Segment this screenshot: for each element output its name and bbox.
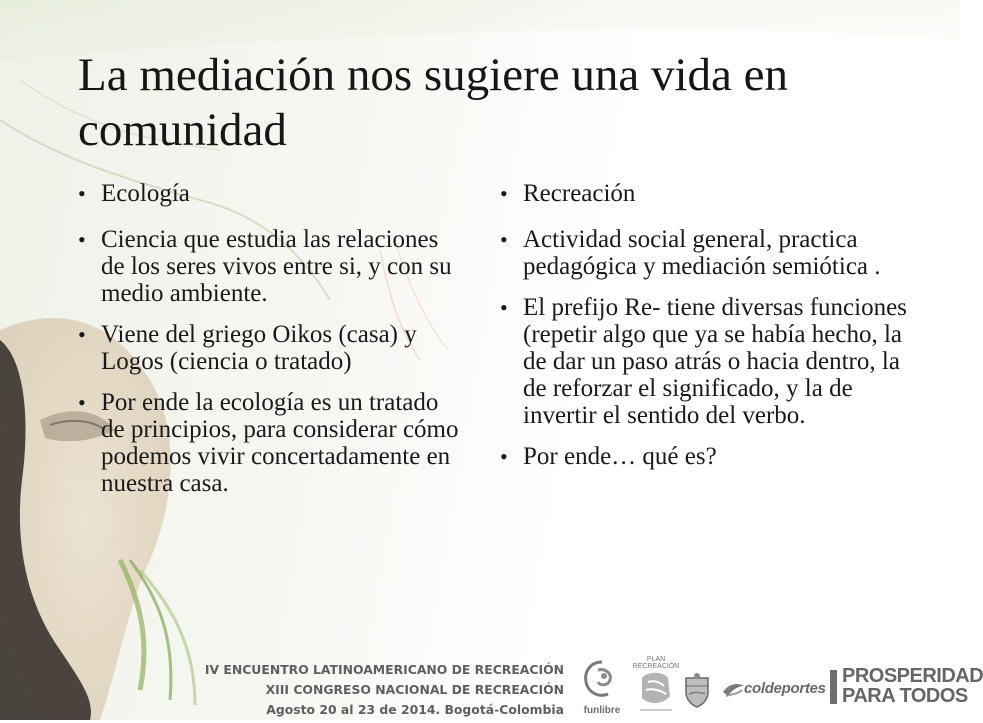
bullet-icon: • xyxy=(500,227,508,252)
prosperidad-bar-icon xyxy=(830,670,837,704)
list-item xyxy=(500,180,910,207)
list-item xyxy=(500,443,910,470)
funlibre-label: funlibre xyxy=(583,705,621,716)
list-item-text: Por ende… qué es? xyxy=(523,443,717,470)
shield-icon xyxy=(680,672,714,710)
list-item xyxy=(500,294,910,429)
plan-label: PLAN RECREACIÓN xyxy=(632,656,680,670)
list-item-text: Actividad social general, practica pedagógica y mediación semiótica . xyxy=(523,226,881,280)
list-item-text: Ecología xyxy=(101,180,190,207)
bullet-icon: • xyxy=(500,181,508,206)
bullet-icon: • xyxy=(78,322,86,347)
footer-line-encuentro: IV ENCUENTRO LATINOAMERICANO DE RECREACIÓN xyxy=(204,662,564,677)
list-item-text: Por ende la ecología es un tratado de principios, para considerar cómo podemos vivir concertadamente en nuestra casa. xyxy=(101,389,459,497)
list-item xyxy=(500,226,910,280)
list-item-text: Recreación xyxy=(523,180,636,207)
list-item-text: Viene del griego Oikos (casa) y Logos (ciencia o tratado) xyxy=(101,321,417,375)
left-bullet-list xyxy=(78,180,468,511)
prosperidad-line-1: PROSPERIDAD xyxy=(842,665,983,687)
prosperidad-para-todos-logo xyxy=(830,664,983,710)
list-item xyxy=(78,180,468,207)
colombia-shield-logo xyxy=(680,672,714,710)
list-item xyxy=(78,389,468,497)
list-item-text: Ciencia que estudia las relaciones de los seres vivos entre si, y con su medio ambiente. xyxy=(101,226,452,307)
footer-line-congreso: XIII CONGRESO NACIONAL DE RECREACIÓN xyxy=(265,682,564,697)
funlibre-logo xyxy=(578,658,626,716)
coldeportes-swoosh-icon xyxy=(720,676,746,704)
bullet-icon: • xyxy=(78,227,86,252)
list-item xyxy=(78,226,468,307)
coldeportes-logo xyxy=(720,676,826,704)
slide-title: La mediación nos sugiere una vida en comunidad xyxy=(78,49,788,156)
event-footer xyxy=(205,660,564,720)
list-item-text: El prefijo Re- tiene diversas funciones (repetir algo que ya se había hecho, la de dar un paso atrás o hacia dentro, la de reforzar el significado, y la de invertir el sentido del verbo. xyxy=(523,294,907,429)
list-item xyxy=(78,321,468,375)
coldeportes-label: coldeportes xyxy=(744,680,826,697)
bullet-icon: • xyxy=(500,295,508,320)
bullet-icon: • xyxy=(78,390,86,415)
plan-recreacion-logo xyxy=(632,656,680,718)
prosperidad-line-2: PARA TODOS xyxy=(842,685,968,707)
right-bullet-list xyxy=(500,180,910,484)
footer-line-date: Agosto 20 al 23 de 2014. Bogotá-Colombia xyxy=(266,702,564,717)
bullet-icon: • xyxy=(500,444,508,469)
bullet-icon: • xyxy=(78,181,86,206)
funlibre-emblem-icon xyxy=(578,658,626,702)
